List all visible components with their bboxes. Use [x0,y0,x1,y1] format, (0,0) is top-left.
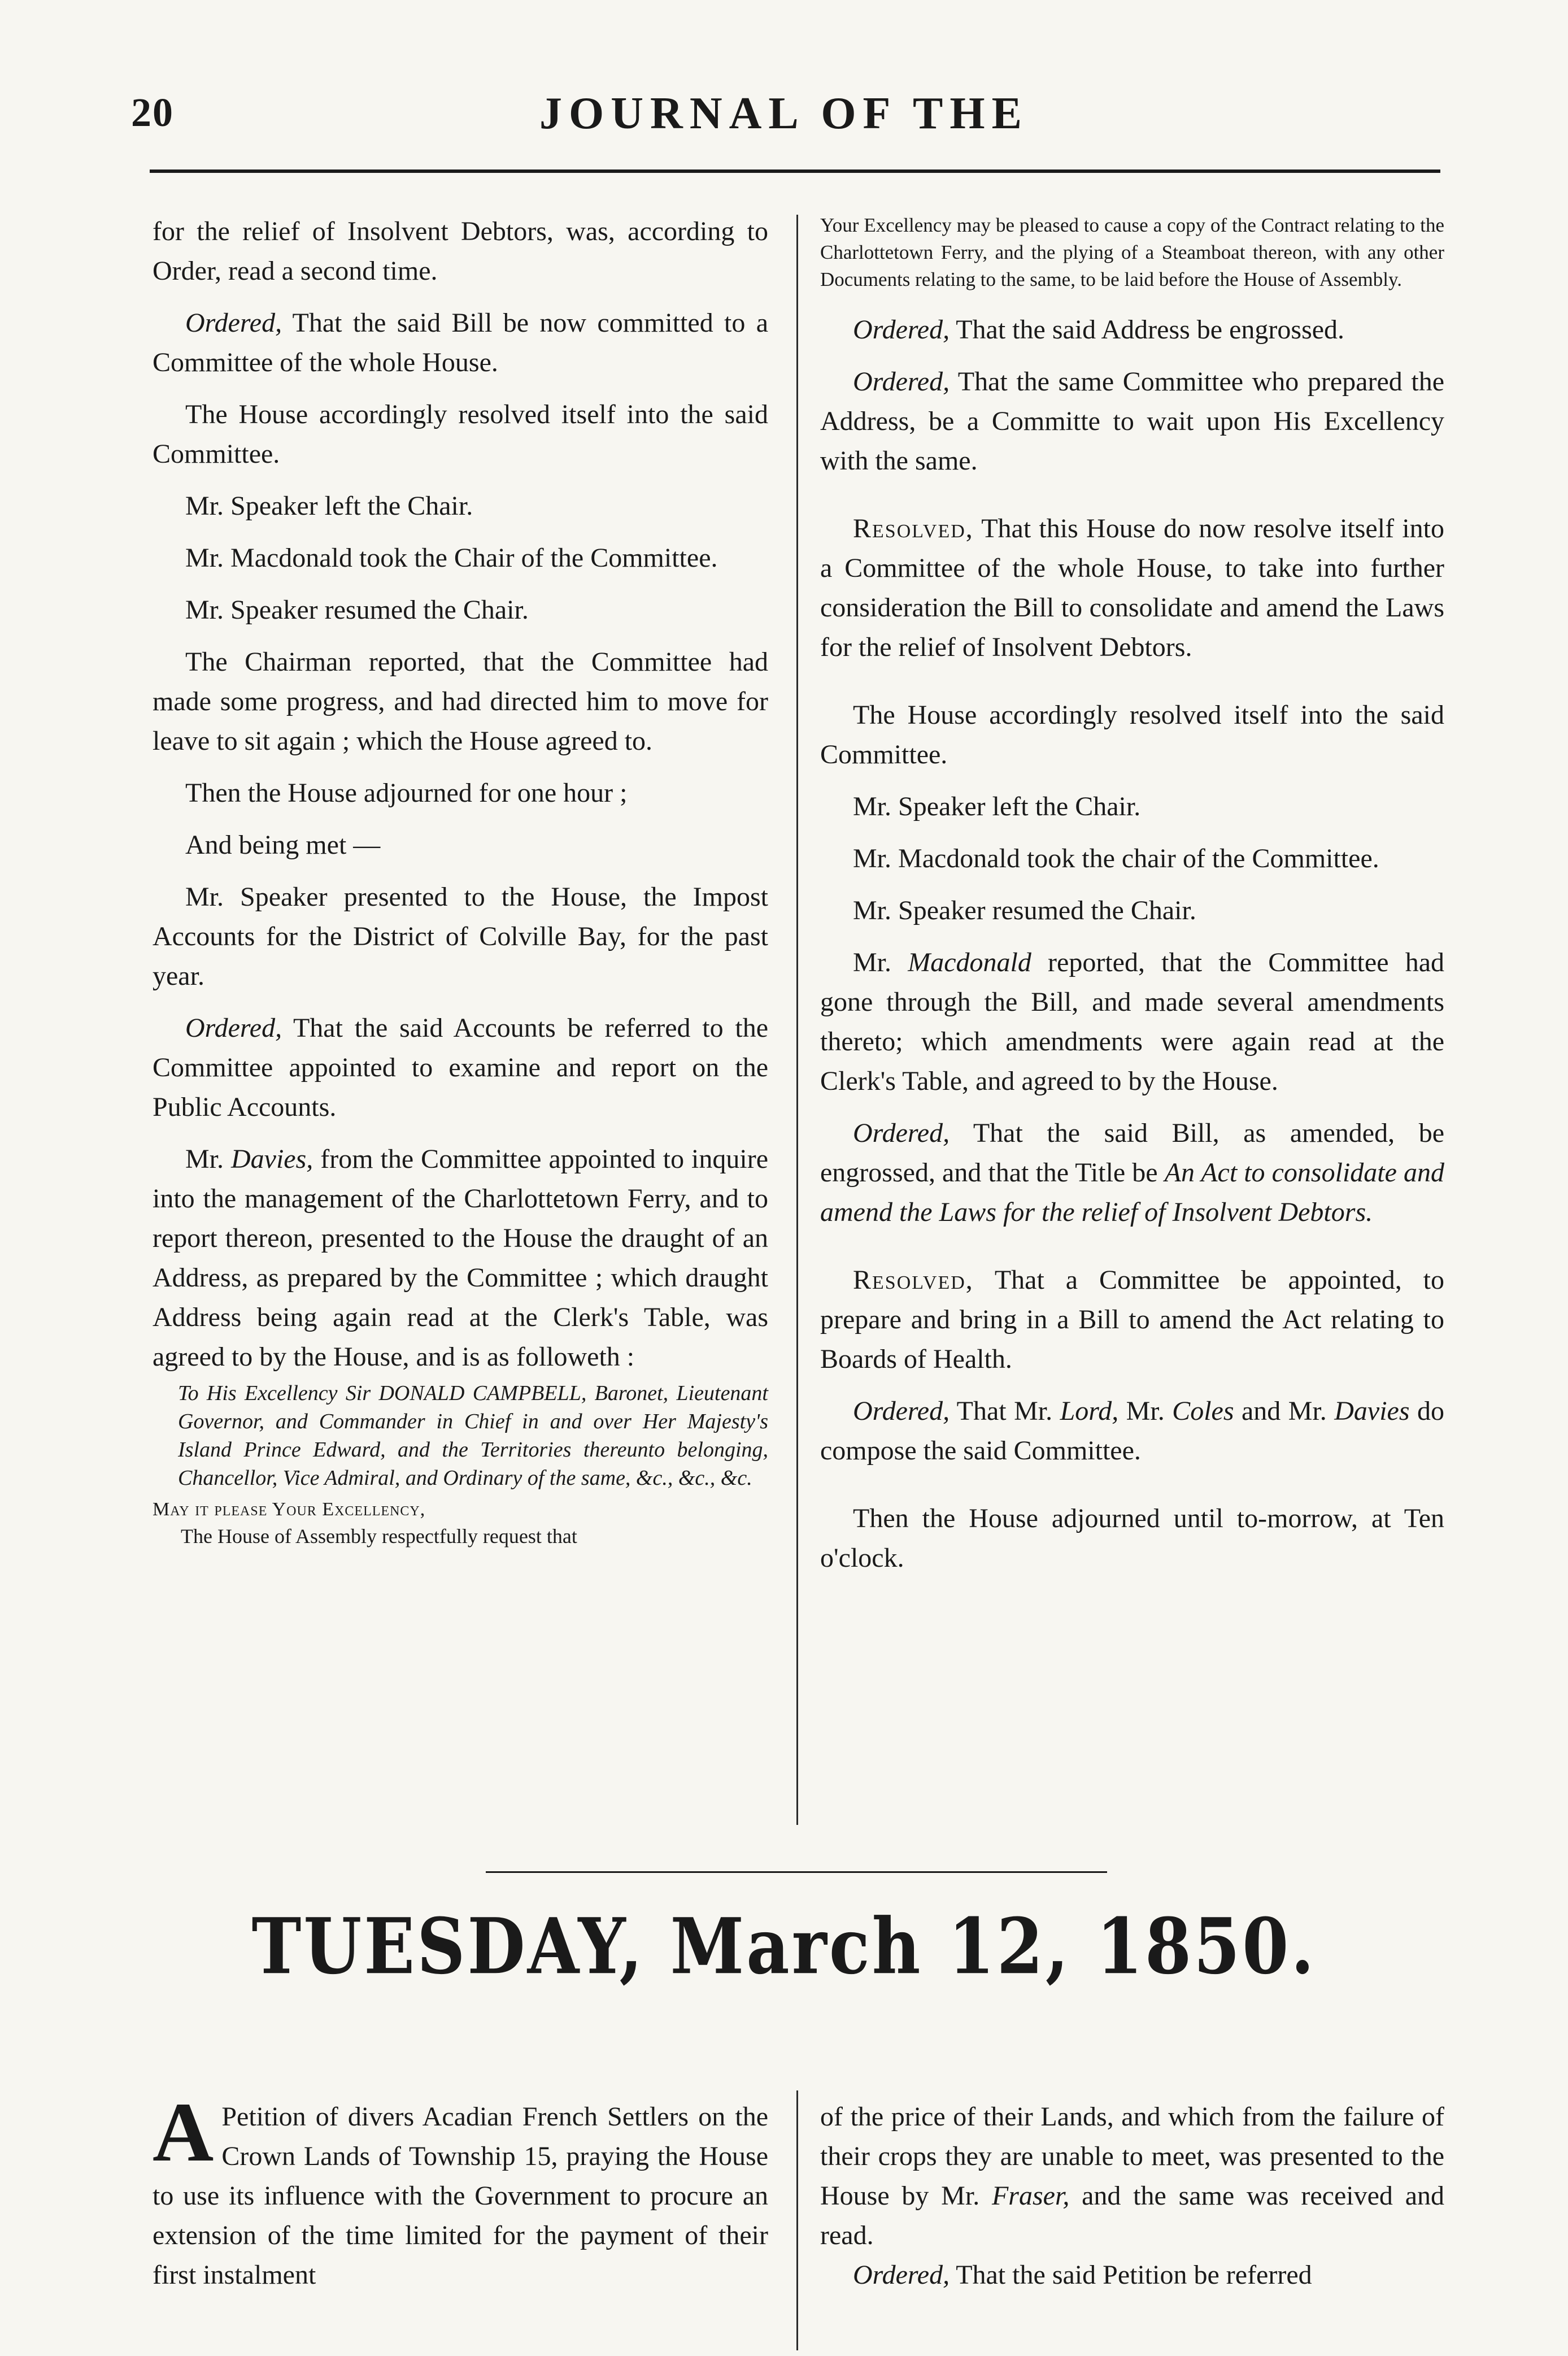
left-column [153,212,768,1550]
paragraph-text: Petition of divers Acadian French Settlers on the Crown Lands of Township 15, praying the House to use its influence with the Government to procure an extension of the time limited for the payment of their first instalment [153,2102,768,2290]
paragraph [820,943,1444,1101]
ordered-label: Ordered, [185,1013,282,1043]
paragraph-text: That the said Accounts be referred to the Committee appointed to examine and report on the Public Accounts. [153,1013,768,1122]
paragraph [820,509,1444,667]
resolved-label: Resolved, [853,1265,974,1295]
section-separator [486,1871,1107,1873]
paragraph [153,303,768,382]
ordered-label: Ordered, [853,2260,950,2290]
paragraph [820,1114,1444,1232]
ordered-label: Ordered, [185,308,282,338]
paragraph: Then the House adjourned for one hour ; [185,778,628,808]
paragraph-text: of the price of their Lands, and which from the failure of their crops they are unable to meet, was presented to the House by Mr. [820,2102,1444,2211]
page-number: 20 [131,90,174,135]
paragraph [153,1140,768,1377]
paragraph-text: Mr. [185,1144,231,1174]
paragraph: The House accordingly resolved itself into the said Committee. [820,700,1444,770]
paragraph: The House accordingly resolved itself into the said Committee. [153,399,768,469]
paragraph: Mr. Macdonald took the Chair of the Committee. [185,543,718,573]
paragraph-text: That the said Bill be now committed to a Committee of the whole House. [153,308,768,377]
address-recipient: To His Excellency Sir DONALD CAMPBELL, Baronet, Lieutenant Governor, and Commander in Chief in and over Her Majesty's Island Prince Edward, and the Territories thereunto belonging, Chancellor, Vice Admiral, and Ordinary of the same, &c., &c., &c. [178,1381,768,1490]
member-name: Coles [1172,1396,1234,1426]
paragraph [153,1009,768,1127]
paragraph-text: do compose the said Committee. [820,1396,1445,1466]
bottom-left-column [153,2085,768,2295]
paragraph [820,1260,1444,1379]
address-salutation: May it please Your Excellency, [153,1499,426,1520]
address-continuation: Your Excellency may be pleased to cause a copy of the Contract relating to the Charlottetown Ferry, and the plying of a Steamboat thereon, with any other Documents relating to the same, to be laid before the House of Assembly. [820,214,1444,290]
paragraph-text: and Mr. [1234,1396,1335,1426]
paragraph-text: That the same Committee who prepared the Address, be a Committe to wait upon His Excellency with the same. [820,367,1444,476]
address-body: The House of Assembly respectfully request that [181,1525,577,1548]
paragraph: Mr. Speaker presented to the House, the Impost Accounts for the District of Colville Bay, for the past year. [153,882,768,991]
paragraph-text: from the Committee appointed to inquire into the management of the Charlottetown Ferry, and to report thereon, presented to the House the draught of an Address, as prepared by the Committee ; which draught Address being again read at the Clerk's Table, was agreed to by the House, and is as followeth : [153,1144,769,1372]
paragraph-text: That this House do now resolve itself into a Committee of the whole House, to take into further consideration the Bill to consolidate and amend the Laws for the relief of Insolvent Debtors. [820,514,1444,662]
member-name: Davies [1334,1396,1410,1426]
member-name: Lord, [1060,1396,1119,1426]
paragraph-text: That Mr. [949,1396,1060,1426]
paragraph: Mr. Speaker resumed the Chair. [853,896,1196,925]
member-name: Fraser, [991,2181,1070,2211]
resolved-label: Resolved, [853,514,974,544]
paragraph: Mr. Speaker left the Chair. [185,491,473,521]
paragraph [820,1392,1444,1471]
ordered-label: Ordered, [853,1118,950,1148]
date-heading: TUESDAY, March 12, 1850. [251,1901,1317,1992]
paragraph-text: That a Committee be appointed, to prepare and bring in a Bill to amend the Act relating to Boards of Health. [820,1265,1444,1374]
paragraph-text: That the said Bill, as amended, be engrossed, and that the Title be [820,1118,1444,1188]
paragraph: Mr. Speaker left the Chair. [853,792,1141,821]
paragraph: Mr. Speaker resumed the Chair. [185,595,529,625]
paragraph-text: That the said Petition be referred [949,2260,1312,2290]
member-name: Macdonald [908,947,1031,977]
paragraph [153,2085,768,2295]
ordered-label: Ordered, [853,1396,950,1426]
drop-cap: A [153,2085,214,2179]
running-title: JOURNAL OF THE [539,89,1029,138]
member-name: Davies, [231,1144,313,1174]
column-divider [796,2090,798,2350]
ordered-label: Ordered, [853,315,950,345]
paragraph-text: Mr. [1118,1396,1173,1426]
paragraph [820,310,1444,350]
paragraph [820,2097,1444,2255]
paragraph: for the relief of Insolvent Debtors, was, according to Order, read a second time. [153,216,768,286]
paragraph [820,362,1444,481]
header-rule [150,169,1440,173]
paragraph: And being met — [185,830,381,860]
right-column [820,212,1444,1590]
paragraph-text: reported, that the Committee had gone through the Bill, and made several amendments thereto; which amendments were again read at the Clerk's Table, and agreed to by the House. [820,947,1444,1096]
paragraph [820,2255,1444,2295]
paragraph: The Chairman reported, that the Committee had made some progress, and had directed him to move for leave to sit again ; which the House agreed to. [153,647,768,756]
paragraph-text: and the same was received and read. [820,2181,1445,2250]
bill-title: An Act to consolidate and amend the Laws for the relief of Insolvent Debtors. [820,1158,1444,1227]
paragraph-text: Mr. [853,947,908,977]
paragraph: Then the House adjourned until to-morrow, at Ten o'clock. [820,1503,1444,1573]
column-divider [796,215,798,1825]
bottom-right-column [820,2097,1444,2295]
ordered-label: Ordered, [853,367,950,397]
paragraph-text: That the said Address be engrossed. [949,315,1345,345]
paragraph: Mr. Macdonald took the chair of the Committee. [853,844,1379,873]
